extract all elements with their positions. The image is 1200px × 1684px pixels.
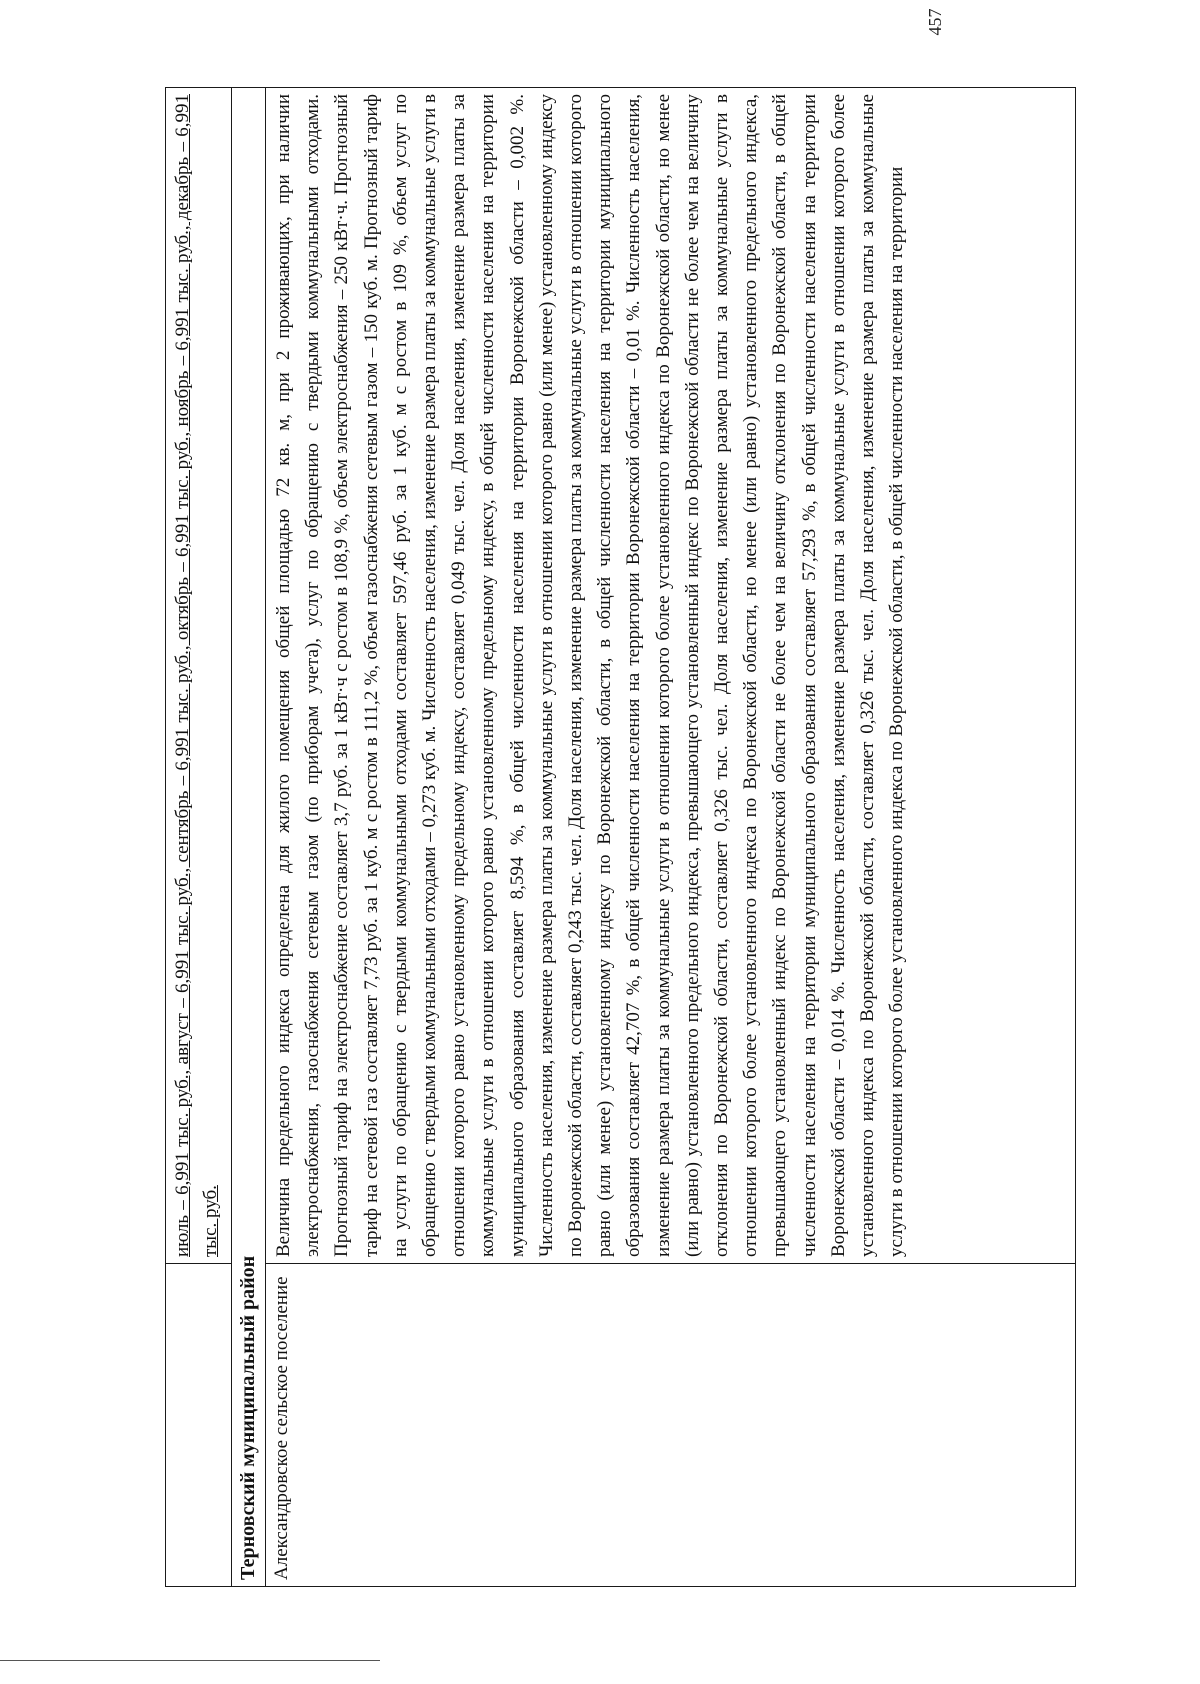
district-header: Терновский муниципальный район — [232, 88, 266, 1587]
settlement-name: Александровское сельское поселение — [271, 1276, 292, 1580]
empty-name-cell — [166, 1264, 232, 1587]
page-number: 457 — [925, 8, 945, 36]
tariff-table — [165, 87, 1076, 1587]
footnote-separator-line — [0, 1660, 380, 1661]
settlement-description-cell — [266, 88, 1076, 1264]
settlement-name-cell — [266, 1264, 1076, 1587]
settlement-description: Величина предельного индекса определена для жилого помещения общей площадью 72 кв. м, при 2 проживающих, при наличии электроснабжения, газоснабжения сетевым газом (по приборам учета), услуг по обращению с твердыми коммунальными отходами. Прогнозный тариф на электроснабжение составляет 3,7 руб. за 1 кВт·ч с ростом в 108,9 %, объем электроснабжения – 250 кВт·ч. Прогнозный тариф на сетевой газ составляет 7,73 руб. за 1 куб. м с ростом в 111,2 %, объем газоснабжения сетевым газом – 150 куб. м. Прогнозный тариф на услуги по обращению с твердыми коммунальными отходами составляет 597,46 руб. за 1 куб. м с ростом в 109 %, объем услуг по обращению с твердыми коммунальными отходами – 0,273 куб. м. Численность населения, изменение размера платы за коммунальные услуги в отношении которого равно установленному предельному индексу, составляет 0,049 тыс. чел. Доля населения, изменение размера платы за коммунальные услуги в отношении которого равно установленному предельному индексу, в общей численности населения на территории муниципального образования составляет 8,594 %, в общей численности населения на территории Воронежской области – 0,002 %. Численность населения, изменение размера платы за коммунальные услуги в отношении которого равно (или менее) установленному индексу по Воронежской области, составляет 0,243 тыс. чел. Доля населения, изменение размера платы за коммунальные услуги в отношении которого равно (или менее) установленному индексу по Воронежской области, в общей численности населения на территории муниципального образования составляет 42,707 %, в общей численности населения на территории Воронежской области – 0,01 %. Численность населения, изменение размера платы за коммунальные услуги в отношении которого более установленного индекса по Воронежской области, но менее (или равно) установленного предельного индекса, превышающего установленный индекс по Воронежской области не более чем на величину отклонения по Воронежской области, составляет 0,326 тыс. чел. Доля населения, изменение размера платы за коммунальные услуги в отношении которого более установленного индекса по Воронежской области, но менее (или равно) установленного предельного индекса, превышающего установленный индекс по Воронежской области не более чем на величину отклонения по Воронежской области, в общей численности населения на территории муниципального образования составляет 57,293 %, в общей численности населения на территории Воронежской области – 0,014 %. Численность населения, изменение размера платы за коммунальные услуги в отношении которого более установленного индекса по Воронежской области, составляет 0,326 тыс. чел. Доля населения, изменение размера платы за коммунальные услуги в отношении которого более установленного индекса по Воронежской области, в общей численности населения на территории — [273, 94, 908, 1257]
district-row — [232, 88, 266, 1587]
rotated-sheet — [165, 8, 1065, 1587]
continuation-row — [166, 88, 232, 1587]
continuation-cell — [166, 88, 232, 1264]
continuation-text: июль – 6,991 тыс. руб., август – 6,991 тыс. руб., сентябрь – 6,991 тыс. руб., октябрь – 6,991 тыс. руб., ноябрь – 6,991 тыс. руб., декабрь – 6,991 тыс. руб. — [172, 94, 221, 1257]
settlement-row — [266, 88, 1076, 1587]
